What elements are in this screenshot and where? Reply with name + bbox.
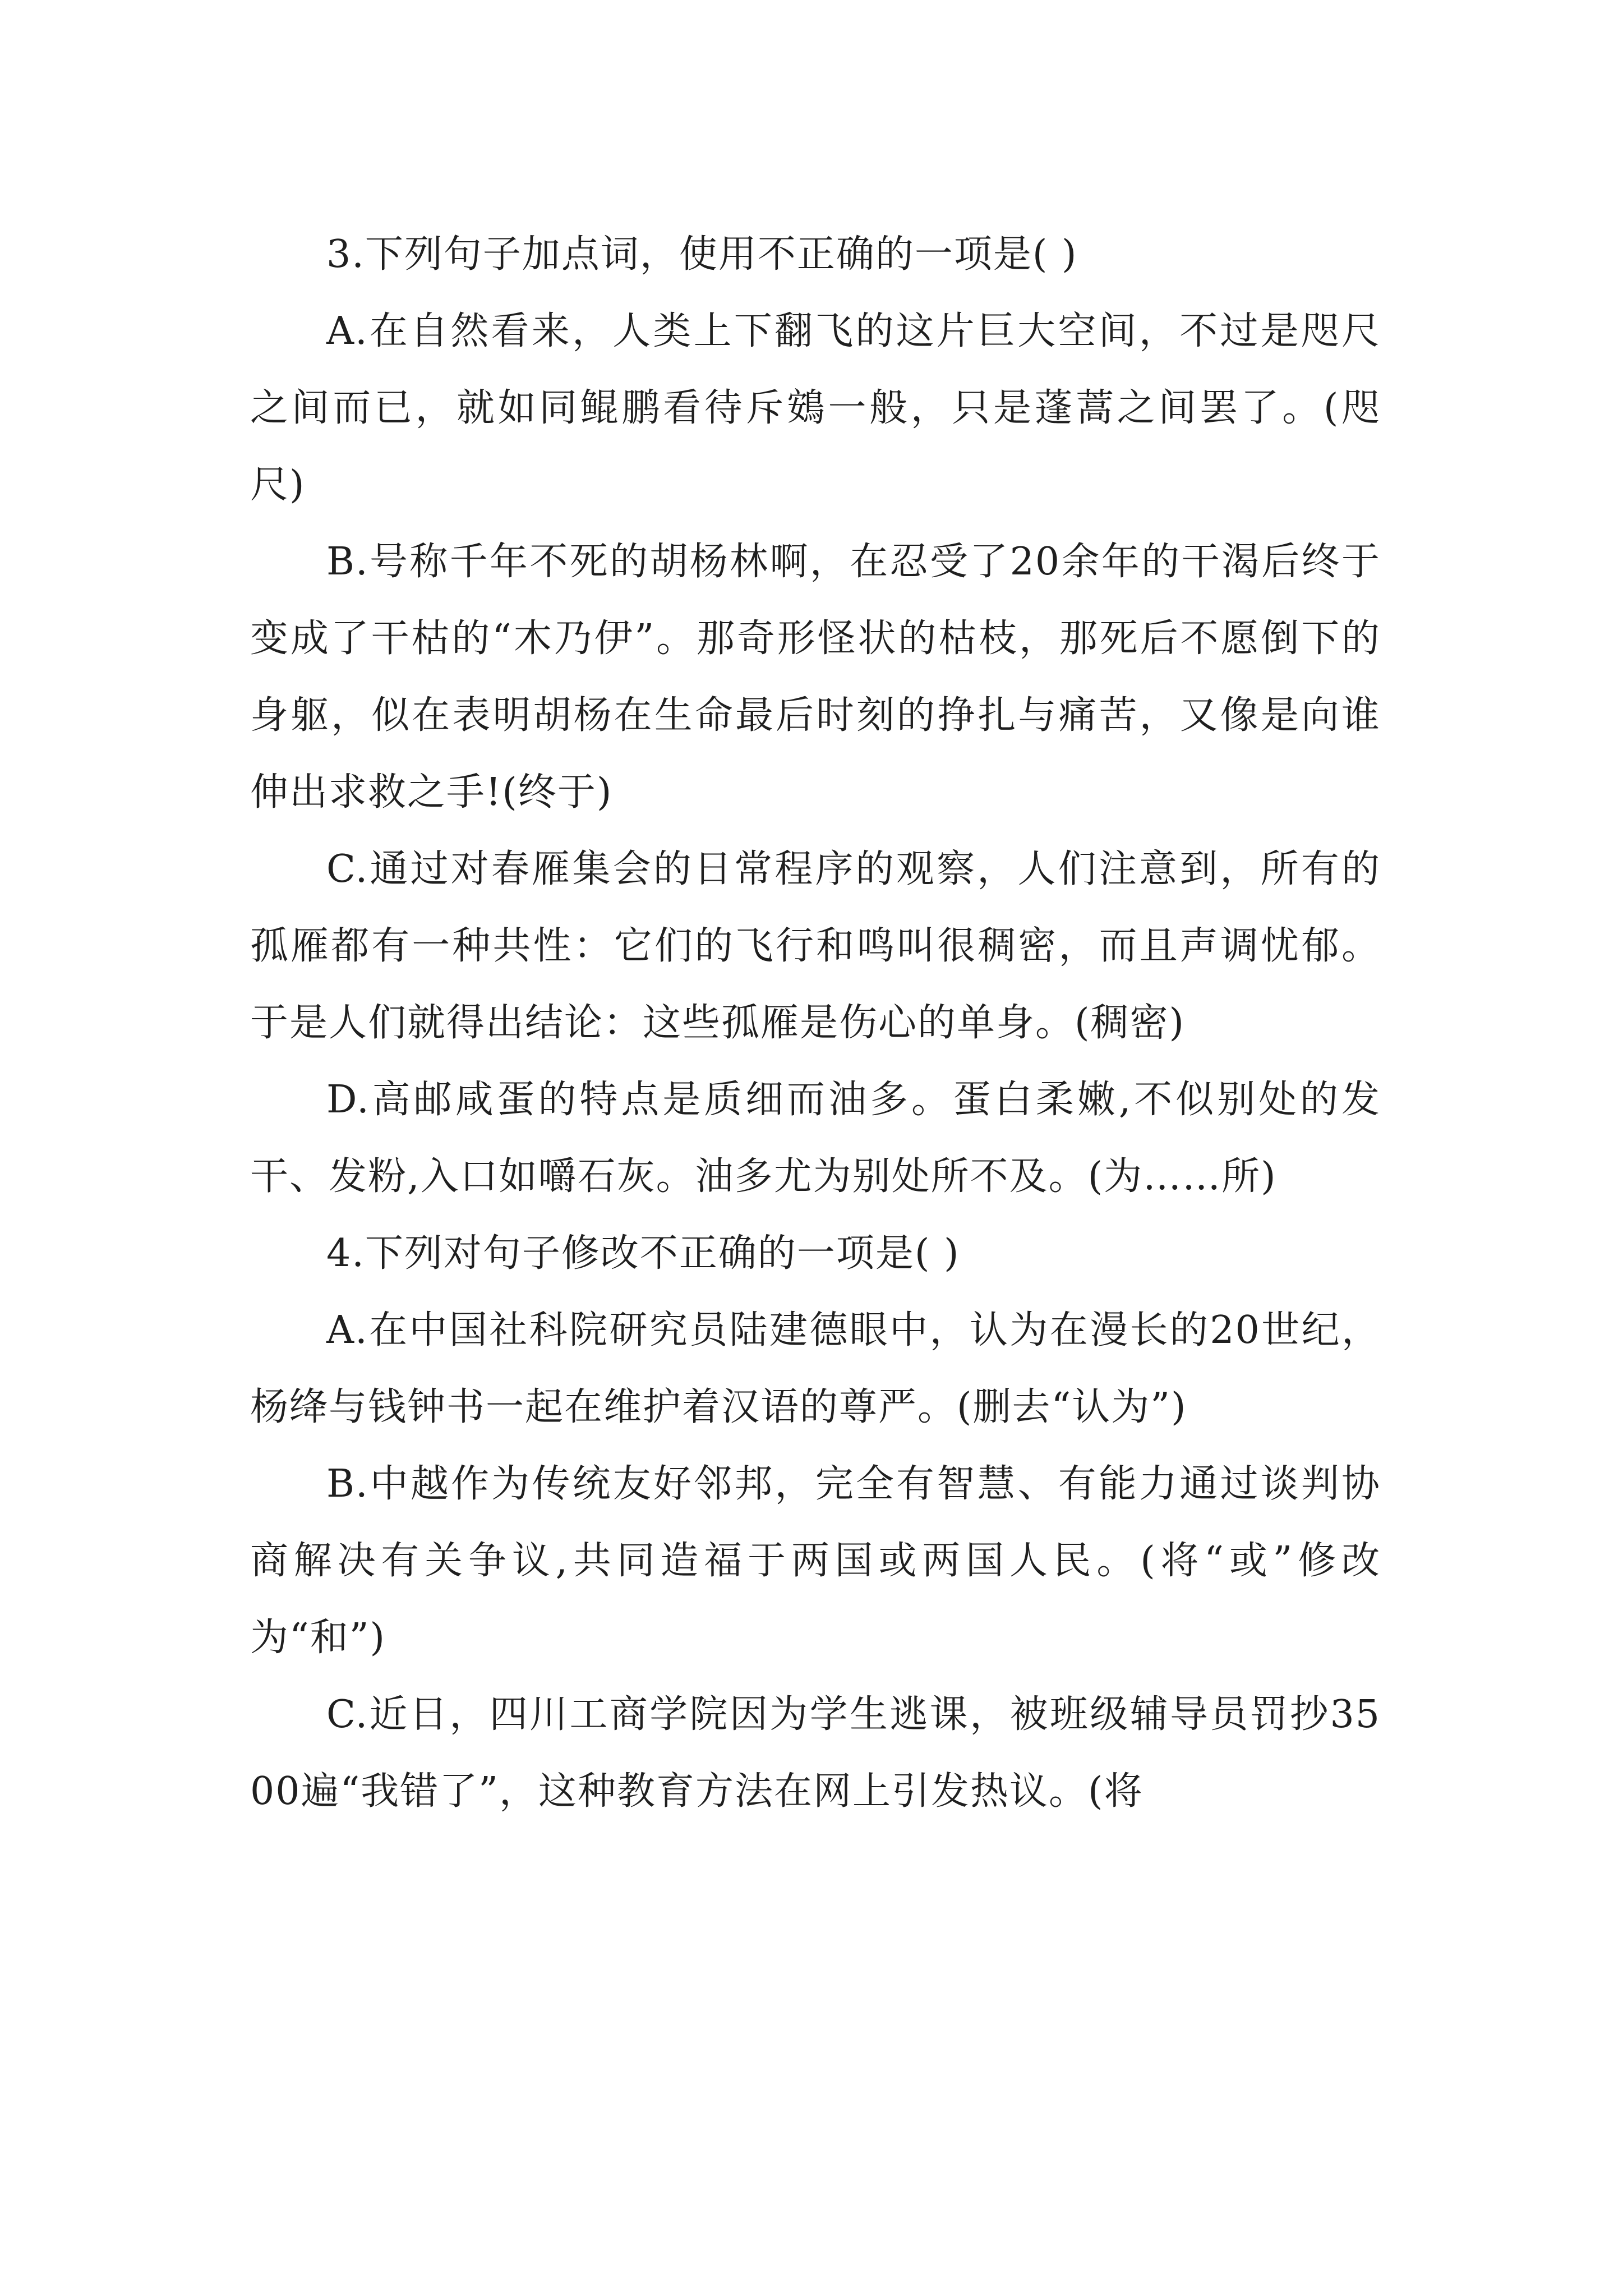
question-3-option-c: C.通过对春雁集会的日常程序的观察，人们注意到，所有的孤雁都有一种共性：它们的飞行和鸣叫很稠密，而且声调忧郁。于是人们就得出结论：这些孤雁是伤心的单身。(稠密) xyxy=(250,847,1381,1045)
question-4-stem: 4.下列对句子修改不正确的一项是( ) xyxy=(326,1231,960,1276)
question-3-option-d: D.高邮咸蛋的特点是质细而油多。蛋白柔嫩,不似别处的发干、发粉,入口如嚼石灰。油多尤为别处所不及。(为……所) xyxy=(250,1078,1381,1199)
question-4-option-a: A.在中国社科院研究员陆建德眼中，认为在漫长的20世纪，杨绛与钱钟书一起在维护着汉语的尊严。(删去“认为”) xyxy=(250,1308,1381,1429)
document-body xyxy=(250,216,1381,1830)
question-4-option-b: B.中越作为传统友好邻邦，完全有智慧、有能力通过谈判协商解决有关争议,共同造福于两国或两国人民。(将“或”修改为“和”) xyxy=(250,1462,1381,1660)
question-3-stem: 3.下列句子加点词，使用不正确的一项是( ) xyxy=(326,232,1078,277)
question-3-option-a: A.在自然看来，人类上下翻飞的这片巨大空间，不过是咫尺之间而已，就如同鲲鹏看待斥鴳一般，只是蓬蒿之间罢了。(咫尺) xyxy=(250,309,1381,507)
question-3-option-b: B.号称千年不死的胡杨林啊，在忍受了20余年的干渴后终于变成了干枯的“木乃伊”。那奇形怪状的枯枝，那死后不愿倒下的身躯，似在表明胡杨在生命最后时刻的挣扎与痛苦，又像是向谁伸出求救之手!(终于) xyxy=(250,540,1381,815)
question-4-option-c: C.近日，四川工商学院因为学生逃课，被班级辅导员罚抄3500遍“我错了”，这种教育方法在网上引发热议。(将 xyxy=(250,1692,1381,1814)
